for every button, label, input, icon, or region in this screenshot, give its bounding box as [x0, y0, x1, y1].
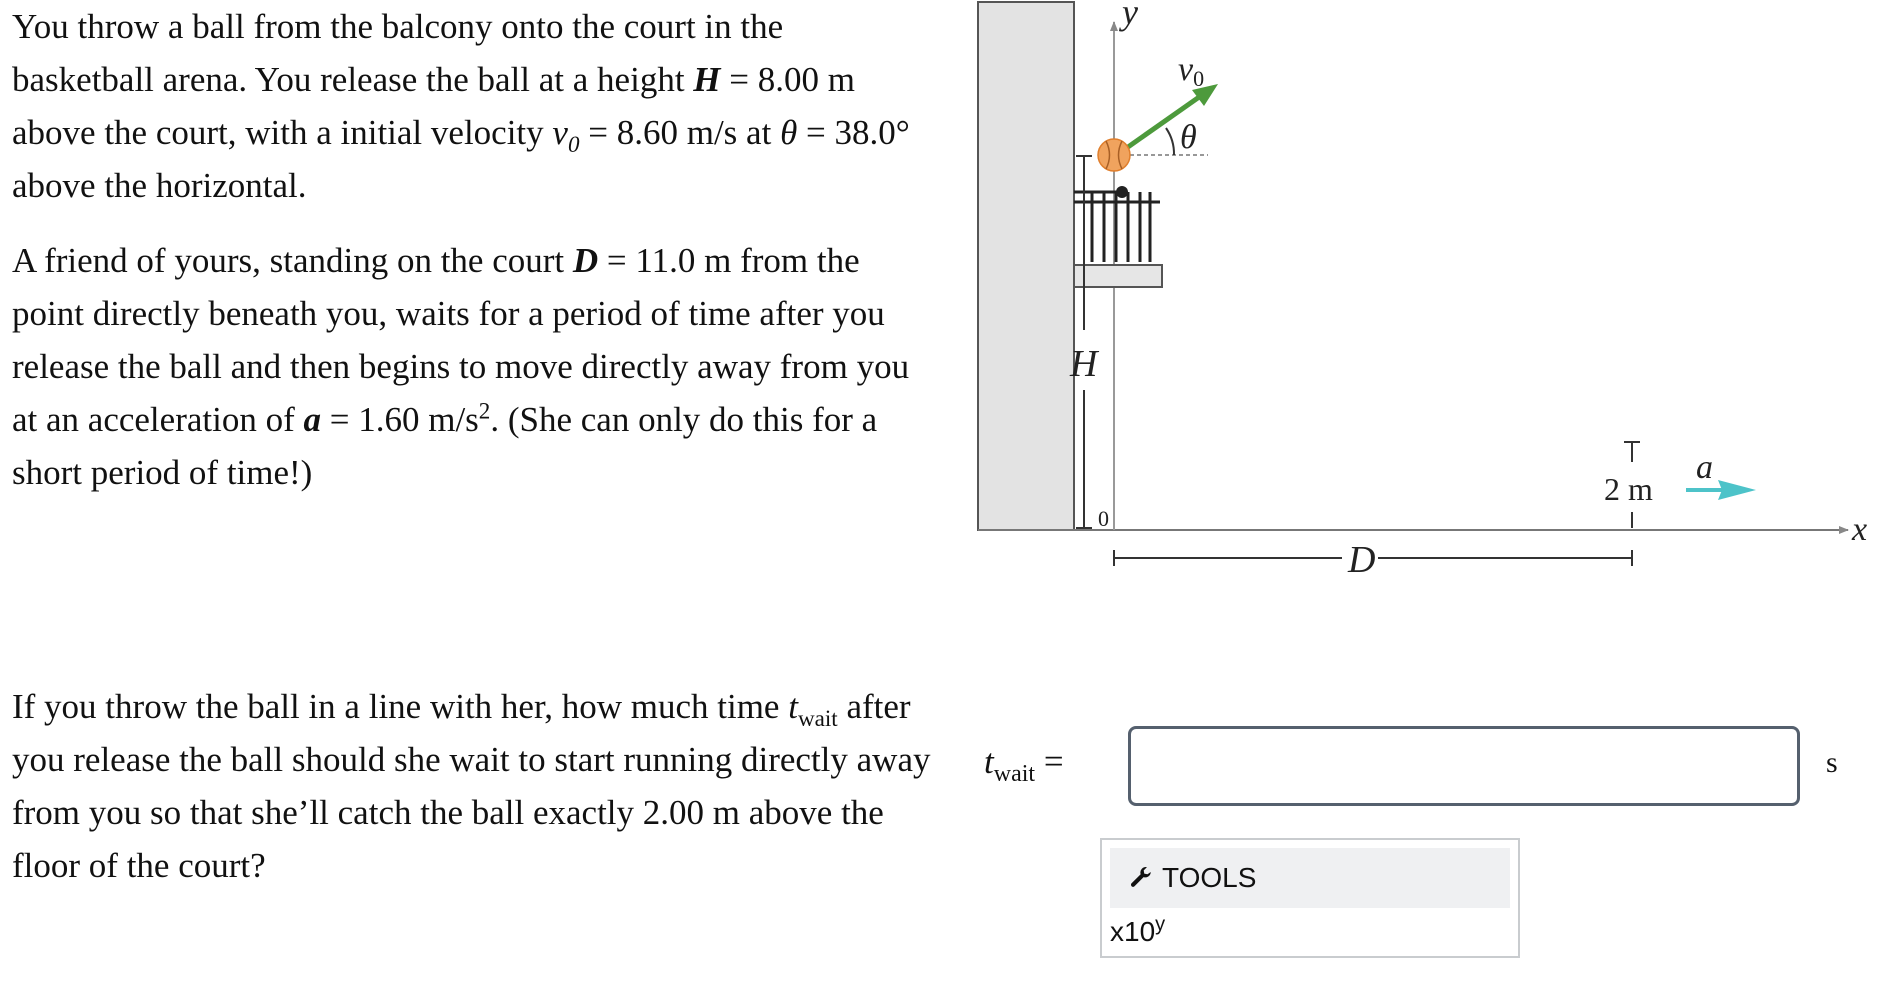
answer-unit: s: [1826, 746, 1838, 779]
answer-label: $t_{wait}$ =: [984, 742, 1064, 787]
railing-post-knob: [1116, 186, 1128, 198]
problem-paragraph-1: You throw a ball from the balcony onto the court in the basketball arena. You release the ball at a height H = 8.00 m above the court, with a initial velocity $v_0 = 8.60$ m/s at θ = 38.0° above the horizontal.: [12, 7, 910, 205]
angle-arc: [1166, 128, 1174, 155]
wall: [978, 2, 1074, 530]
problem-statement: [12, 0, 932, 499]
catch-height-label: 2 m: [1604, 471, 1653, 507]
var-D: D: [572, 241, 599, 280]
acceleration-label: a: [1696, 449, 1713, 486]
var-a: a: [303, 400, 321, 439]
tools-button[interactable]: [1110, 848, 1510, 908]
answer-row: [980, 726, 1860, 816]
projectile-diagram: [970, 0, 1870, 580]
balcony-slab: [1074, 265, 1162, 287]
question-text: If you throw the ball in a line with her, how much time $t_{wait}$ after you release the ball should she wait to start running directly away from you so that she’ll catch the ball exactly 2.00 m above the floor of the court?: [12, 687, 931, 885]
t-wait-answer-input[interactable]: [1128, 726, 1800, 806]
tools-panel: [1100, 838, 1520, 958]
problem-paragraph-2: A friend of yours, standing on the court D = 11.0 m from the point directly beneath you, waits for a period of time after you release the ball and then begins to move directly away from you at an acceleration of a = 1.60 $m/s^2$. (She can only do this for a short period of time!): [12, 241, 910, 492]
var-v0: $v_0$: [552, 113, 580, 157]
wrench-icon: [1128, 865, 1154, 891]
scientific-notation-button[interactable]: x10$^y$: [1110, 913, 1166, 947]
var-t-wait: $t_{wait}$: [788, 687, 838, 731]
var-H: H: [693, 60, 721, 99]
acceleration-arrow-head: [1718, 480, 1756, 500]
tools-label: TOOLS: [1162, 862, 1257, 893]
origin-label: 0: [1098, 506, 1109, 531]
var-theta: θ: [780, 113, 798, 152]
angle-label: θ: [1180, 119, 1197, 156]
distance-label: D: [1348, 539, 1376, 580]
x-axis-label: x: [1852, 511, 1868, 548]
velocity-label: v0: [1178, 51, 1205, 91]
height-dimension: [1076, 156, 1092, 528]
ball: [1098, 139, 1130, 171]
balcony-railing: [1074, 192, 1160, 262]
y-axis-label: y: [1122, 0, 1138, 32]
height-label: H: [1070, 343, 1098, 385]
